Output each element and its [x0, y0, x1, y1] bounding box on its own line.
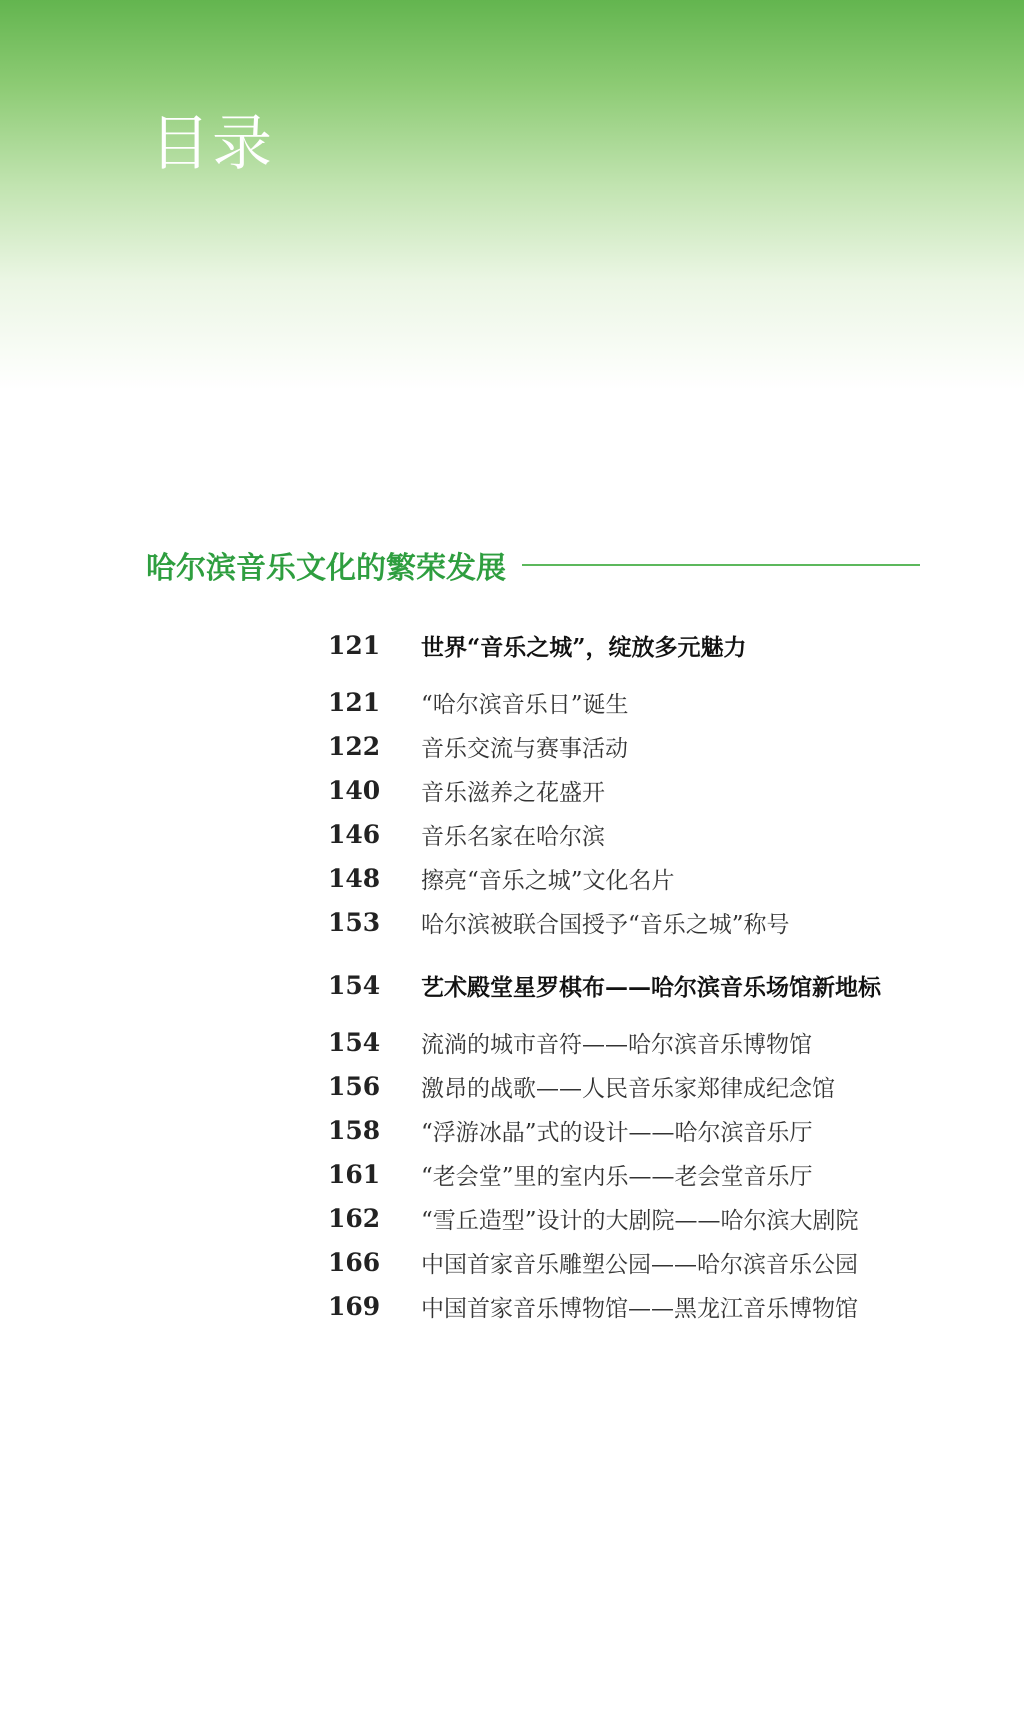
- section-heading-text: 哈尔滨音乐文化的繁荣发展: [146, 551, 506, 586]
- toc-entry-title: “浮游冰晶”式的设计——哈尔滨音乐厅: [421, 1119, 813, 1146]
- toc-entry-row[interactable]: [328, 812, 928, 856]
- toc-page-number: 154: [328, 970, 381, 1000]
- toc-entry-title: 流淌的城市音符——哈尔滨音乐博物馆: [421, 1031, 812, 1058]
- toc-page-number: 148: [328, 863, 381, 893]
- toc-entry-title: 音乐交流与赛事活动: [421, 735, 628, 762]
- toc-page-number: 154: [328, 1027, 381, 1057]
- toc-list: [328, 620, 928, 1328]
- toc-entry-title: 激昂的战歌——人民音乐家郑律成纪念馆: [421, 1075, 835, 1102]
- section-divider: [522, 564, 920, 566]
- toc-page-number: 121: [328, 687, 381, 717]
- toc-entry-row[interactable]: [328, 680, 928, 724]
- toc-page-number: 140: [328, 775, 381, 805]
- toc-chapter-row[interactable]: [328, 620, 928, 670]
- toc-entry-row[interactable]: [328, 724, 928, 768]
- toc-chapter-row[interactable]: [328, 960, 928, 1010]
- toc-entry-row[interactable]: [328, 900, 928, 944]
- toc-entry-title: 音乐名家在哈尔滨: [421, 823, 605, 850]
- toc-page-number: 162: [328, 1203, 381, 1233]
- toc-chapter-title: 艺术殿堂星罗棋布——哈尔滨音乐场馆新地标: [421, 973, 881, 1001]
- section-heading: [146, 540, 920, 590]
- toc-entry-title: 音乐滋养之花盛开: [421, 779, 605, 806]
- toc-entry-title: “雪丘造型”设计的大剧院——哈尔滨大剧院: [421, 1207, 859, 1234]
- toc-entry-row[interactable]: [328, 856, 928, 900]
- toc-page-number: 166: [328, 1247, 381, 1277]
- toc-entry-title: 中国首家音乐博物馆——黑龙江音乐博物馆: [421, 1295, 858, 1322]
- toc-page-number: 122: [328, 731, 381, 761]
- toc-page-number: 153: [328, 907, 381, 937]
- toc-entry-row[interactable]: [328, 1152, 928, 1196]
- toc-entry-row[interactable]: [328, 768, 928, 812]
- toc-entry-title: 擦亮“音乐之城”文化名片: [421, 867, 675, 894]
- toc-chapter-title: 世界“音乐之城”，绽放多元魅力: [421, 633, 747, 661]
- toc-entry-row[interactable]: [328, 1196, 928, 1240]
- toc-page-number: 158: [328, 1115, 381, 1145]
- toc-entry-row[interactable]: [328, 1108, 928, 1152]
- toc-page-number: 121: [328, 630, 381, 660]
- page-title: 目录: [150, 109, 274, 179]
- toc-entry-row[interactable]: [328, 1064, 928, 1108]
- toc-page-number: 169: [328, 1291, 381, 1321]
- toc-entry-row[interactable]: [328, 1240, 928, 1284]
- toc-entry-title: 中国首家音乐雕塑公园——哈尔滨音乐公园: [421, 1251, 858, 1278]
- toc-page-number: 161: [328, 1159, 381, 1189]
- toc-entry-row[interactable]: [328, 1020, 928, 1064]
- toc-entry-row[interactable]: [328, 1284, 928, 1328]
- toc-entry-title: “哈尔滨音乐日”诞生: [421, 691, 629, 718]
- toc-page-number: 146: [328, 819, 381, 849]
- toc-entry-title: “老会堂”里的室内乐——老会堂音乐厅: [421, 1163, 813, 1190]
- toc-entry-title: 哈尔滨被联合国授予“音乐之城”称号: [421, 911, 790, 938]
- header-gradient-band: [0, 0, 1024, 390]
- toc-page-number: 156: [328, 1071, 381, 1101]
